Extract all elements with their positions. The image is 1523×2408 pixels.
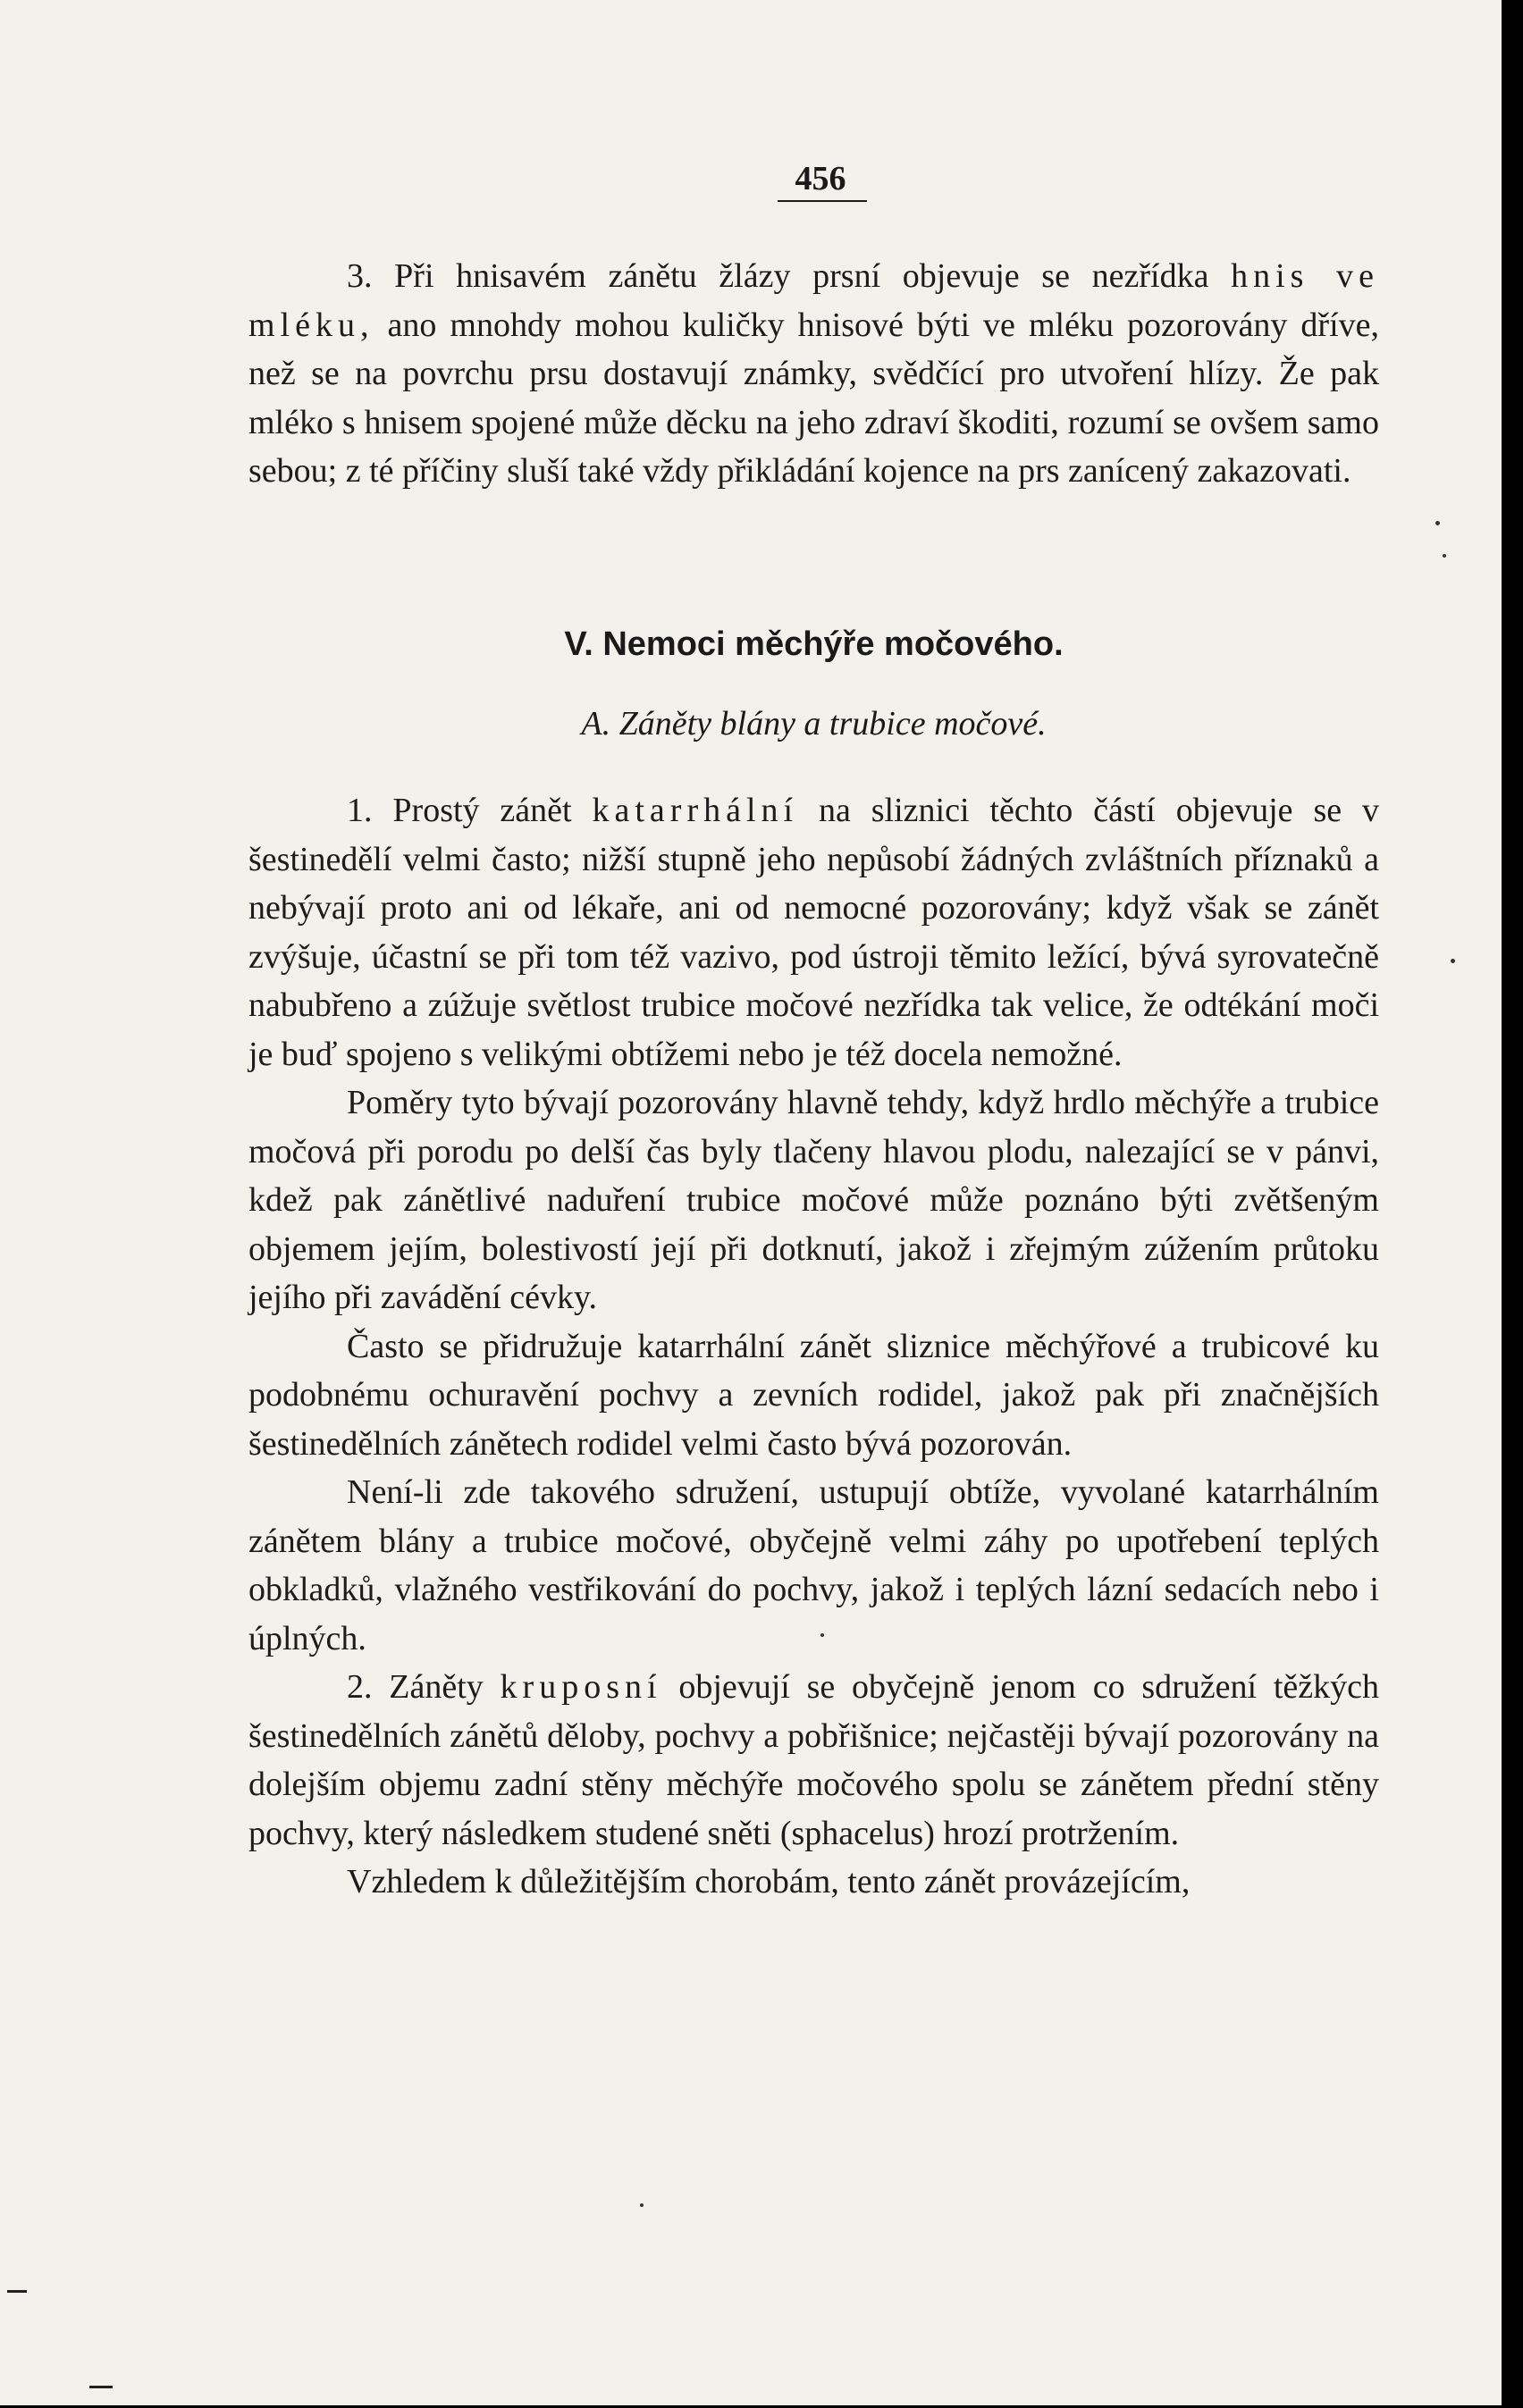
scan-speck <box>640 2203 644 2207</box>
paragraph-association: Často se přidružuje katarrhální zánět sliznice měchýřové a trubicové ku podobnému ochuravění pochvy a zevních rodidel, jakož pak při značnějších šestinedělních zánětech rodidel velmi často bývá pozorován. <box>248 1327 1379 1463</box>
scan-edge-mark <box>7 2290 27 2293</box>
page-number: 456 <box>795 160 846 197</box>
spaced-term: kruposní <box>500 1668 662 1706</box>
section-heading: V. Nemoci měchýře močového. <box>564 625 1064 663</box>
paragraph-treatment: Není-li zde takového sdružení, ustupují obtíže, vyvolané katarrhálním zánětem blány a trubice močové, obyčejně velmi záhy po upotřebení teplých obkladků, vlažného vestřikování do pochvy, jakož i teplých lázní sedacích nebo i úplných. <box>248 1473 1379 1657</box>
paragraph-mastitis-pus <box>248 252 1379 496</box>
scan-speck <box>1443 554 1446 558</box>
main-text-block <box>248 786 1379 1907</box>
paragraph-lead: 1. Prostý zánět <box>347 792 593 829</box>
paragraph-rest: na sliznici těchto částí objevuje se v šestinedělí velmi často; nižší stupně jeho nepůsobí žádných zvláštních příznaků a nebývají proto ani od lékaře, ani od nemocné pozorovány; když však se zánět zvýšuje, účastní se při tom též vazivo, pod ústroji těmito ležící, bývá syrovatečně nabubřeno a zúžuje světlost trubice močové nezřídka tak velice, že odtékání moči je buď spojeno s velikými obtížemi nebo je též docela nemožné. <box>248 792 1379 1073</box>
scan-edge-mark <box>89 2386 113 2388</box>
paragraph-continuation: Vzhledem k důležitějším chorobám, tento zánět provázejícím, <box>347 1863 1191 1900</box>
paragraph-conditions: Poměry tyto bývají pozorovány hlavně tehdy, když hrdlo měchýře a trubice močová při porodu po delší čas byly tlačeny hlavou plodu, nalezající se v pánvi, kdež pak zánětlivé naduření trubice močové může poznáno býti zvětšeným objemem jejím, bolestivostí její při dotknutí, jakož i zřejmým zúžením průtoku jejího při zavádění cévky. <box>248 1084 1379 1316</box>
scan-speck <box>1451 959 1455 963</box>
paragraph-lead: 2. Záněty <box>347 1668 501 1706</box>
paragraph-lead: 3. Při hnisavém zánětu žlázy prsní objevuje se nezřídka <box>347 257 1232 295</box>
paragraph-rest: ano mnohdy mohou kuličky hnisové býti ve mléku pozorovány dříve, než se na povrchu prsu dostavují známky, svědčící pro utvoření hlízy. Že pak mléko s hnisem spojené může děcku na jeho zdraví škoditi, rozumí se ovšem samo sebou; z té příčiny sluší také vždy přikládání kojence na prs zanícený zakazovati. <box>248 306 1379 490</box>
scan-speck <box>1435 521 1440 525</box>
paragraph-rest: objevují se obyčejně jenom co sdružení těžkých šestinedělních zánětů děloby, pochvy a pobřišnice; nejčastěji bývají pozorovány na dolejším objemu zadní stěny měchýře močového spolu se zánětem přední stěny pochvy, který následkem studené sněti (sphacelus) hrozí protržením. <box>248 1668 1379 1852</box>
intro-paragraph-block <box>248 252 1379 496</box>
spaced-term: hnis ve mléku, <box>248 257 1380 344</box>
paragraph-croupous-inflammation <box>248 1663 1379 1858</box>
spaced-term: katarrhální <box>592 792 799 829</box>
paragraph-catarrhal-inflammation <box>248 786 1379 1078</box>
scan-speck <box>820 1633 824 1637</box>
page-number-underline <box>778 200 867 202</box>
subsection-heading: A. Záněty blány a trubice močové. <box>581 705 1047 743</box>
